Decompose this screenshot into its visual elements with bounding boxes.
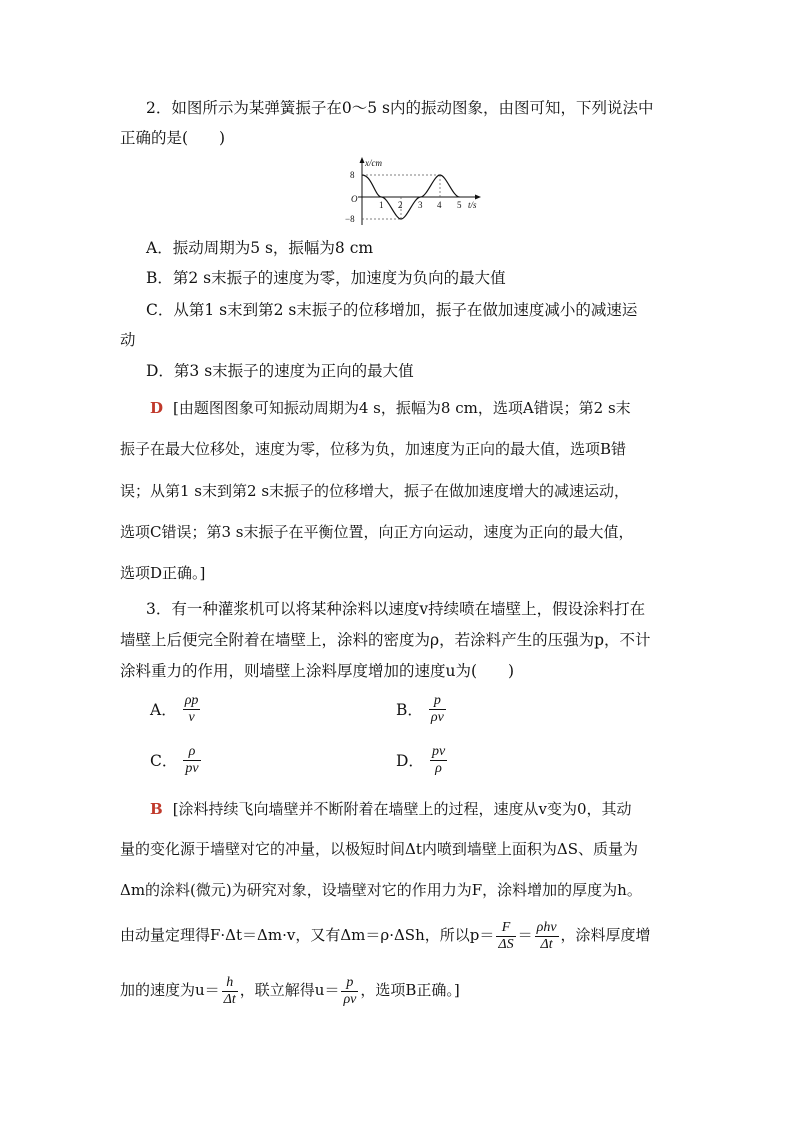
q3-solution-fraction-f-over-ds <box>496 920 515 953</box>
q3-fraction-h-num: h <box>222 975 238 992</box>
q2-vibration-graph <box>340 155 485 227</box>
q2-stem-line2: 正确的是( ) <box>120 129 226 147</box>
q2-graph-x-tick-3: 3 <box>418 200 423 210</box>
q3-option-d-den: ρ <box>435 761 442 776</box>
q3-option-b-label: B． <box>396 700 423 719</box>
q3-option-d <box>396 744 449 777</box>
q3-stem-line1: 3．有一种灌浆机可以将某种涂料以速度v持续喷在墙壁上，假设涂料打在 <box>146 600 646 618</box>
q2-solution-line5: 选项D正确。] <box>120 564 206 582</box>
q3-option-a-fraction <box>183 693 201 726</box>
q2-graph-y-neg-tick: −8 <box>345 214 355 224</box>
q3-solution-line4 <box>120 915 651 955</box>
q3-option-d-num: pv <box>431 744 446 759</box>
q3-solution-line1 <box>150 799 632 819</box>
q3-solution-line4-eq: ＝ <box>517 926 533 944</box>
q2-option-b: B．第2 s末振子的速度为零，加速度为负向的最大值 <box>146 269 506 287</box>
q3-solution-fraction-p-over-rhov <box>341 975 358 1008</box>
q3-solution-fraction-h-over-dt <box>222 975 238 1008</box>
q2-graph-x-tick-1: 1 <box>379 200 384 210</box>
q3-option-c-num: ρ <box>183 744 200 761</box>
q3-option-b-fraction <box>429 693 446 726</box>
q3-stem-line2: 墙壁上后便完全附着在墙壁上，涂料的密度为ρ，若涂料产生的压强为p，不计 <box>120 631 651 649</box>
q3-option-c-label: C． <box>150 751 178 770</box>
q3-option-d-label: D． <box>396 751 424 770</box>
q3-fraction-p-num: p <box>341 975 358 992</box>
q2-answer-letter: D <box>150 399 164 417</box>
q3-solution-line2: 量的变化源于墙壁对它的冲量，以极短时间Δt内喷到墙壁上面积为ΔS、质量为 <box>120 840 638 858</box>
q2-solution-line1 <box>150 398 631 418</box>
q2-option-d: D．第3 s末振子的速度为正向的最大值 <box>146 362 414 380</box>
q2-option-c-line2: 动 <box>120 331 136 349</box>
q3-option-c <box>150 744 203 777</box>
q3-option-a <box>150 693 202 726</box>
q2-solution-line2: 振子在最大位移处，速度为零，位移为负，加速度为正向的最大值，选项B错 <box>120 440 627 458</box>
q2-solution-line3: 误；从第1 s末到第2 s末振子的位移增大，振子在做加速度增大的减速运动， <box>120 482 630 500</box>
q3-stem-line3: 涂料重力的作用，则墙壁上涂料厚度增加的速度u为( ) <box>120 662 515 680</box>
q2-graph-x-tick-2: 2 <box>398 200 403 210</box>
q3-solution-fraction-rhov-over-dt <box>535 920 559 953</box>
q2-graph-x-tick-5: 5 <box>457 200 462 210</box>
q3-option-b-num: p <box>429 693 446 710</box>
q2-graph-x-tick-4: 4 <box>437 200 442 210</box>
q2-graph-origin: O <box>351 194 358 204</box>
q2-graph-x-label: t/s <box>468 200 477 210</box>
q2-option-c-line1: C．从第1 s末到第2 s末振子的位移增加，振子在做加速度减小的减速运 <box>146 301 638 319</box>
q3-solution-line4-text-a: 由动量定理得F·Δt＝Δm·v，又有Δm＝ρ·ΔSh，所以p＝ <box>120 926 495 944</box>
q3-solution-line5-text-a: 加的速度为u＝ <box>120 981 220 999</box>
q3-fraction-p-den: ρv <box>343 991 357 1007</box>
q3-option-c-fraction <box>183 744 200 777</box>
q2-solution-text1: [由题图图象可知振动周期为4 s，振幅为8 cm，选项A错误；第2 s末 <box>173 399 631 417</box>
q3-fraction-f-den: ΔS <box>498 936 514 952</box>
q3-solution-line5-text-c: ，选项B正确。] <box>360 981 460 999</box>
q2-graph-y-label: x/cm <box>365 158 382 168</box>
q3-solution-line3: Δm的涂料(微元)为研究对象，设墙壁对它的作用力为F，涂料增加的厚度为h。 <box>120 881 642 899</box>
q3-option-c-den: pv <box>185 761 199 776</box>
q3-option-a-label: A． <box>150 700 177 719</box>
q3-solution-line4-text-b: ，涂料厚度增 <box>560 926 651 944</box>
q3-option-a-num: ρp <box>184 693 199 708</box>
q3-option-b-den: ρv <box>430 710 444 725</box>
q3-option-b <box>396 693 448 726</box>
q2-stem-line1: 2．如图所示为某弹簧振子在0～5 s内的振动图象，由图可知，下列说法中 <box>146 99 654 117</box>
q3-option-d-fraction <box>430 744 447 777</box>
q3-solution-text1: [涂料持续飞向墙壁并不断附着在墙壁上的过程，速度从v变为0，其动 <box>172 800 632 818</box>
q2-solution-line4: 选项C错误；第3 s末振子在平衡位置，向正方向运动，速度为正向的最大值， <box>120 523 634 541</box>
q3-solution-line5 <box>120 970 460 1010</box>
q3-fraction-rhov-num: ρhv <box>536 919 557 935</box>
q2-option-a: A．振动周期为5 s，振幅为8 cm <box>146 239 374 257</box>
q3-fraction-rhov-den: Δt <box>540 936 553 952</box>
q3-fraction-h-den: Δt <box>223 991 236 1007</box>
q3-option-a-den: v <box>188 710 195 725</box>
q3-fraction-f-num: F <box>496 920 515 937</box>
q3-solution-line5-text-b: ，联立解得u＝ <box>239 981 340 999</box>
q3-answer-letter: B <box>150 800 163 818</box>
q2-graph-y-pos-tick: 8 <box>350 170 355 180</box>
